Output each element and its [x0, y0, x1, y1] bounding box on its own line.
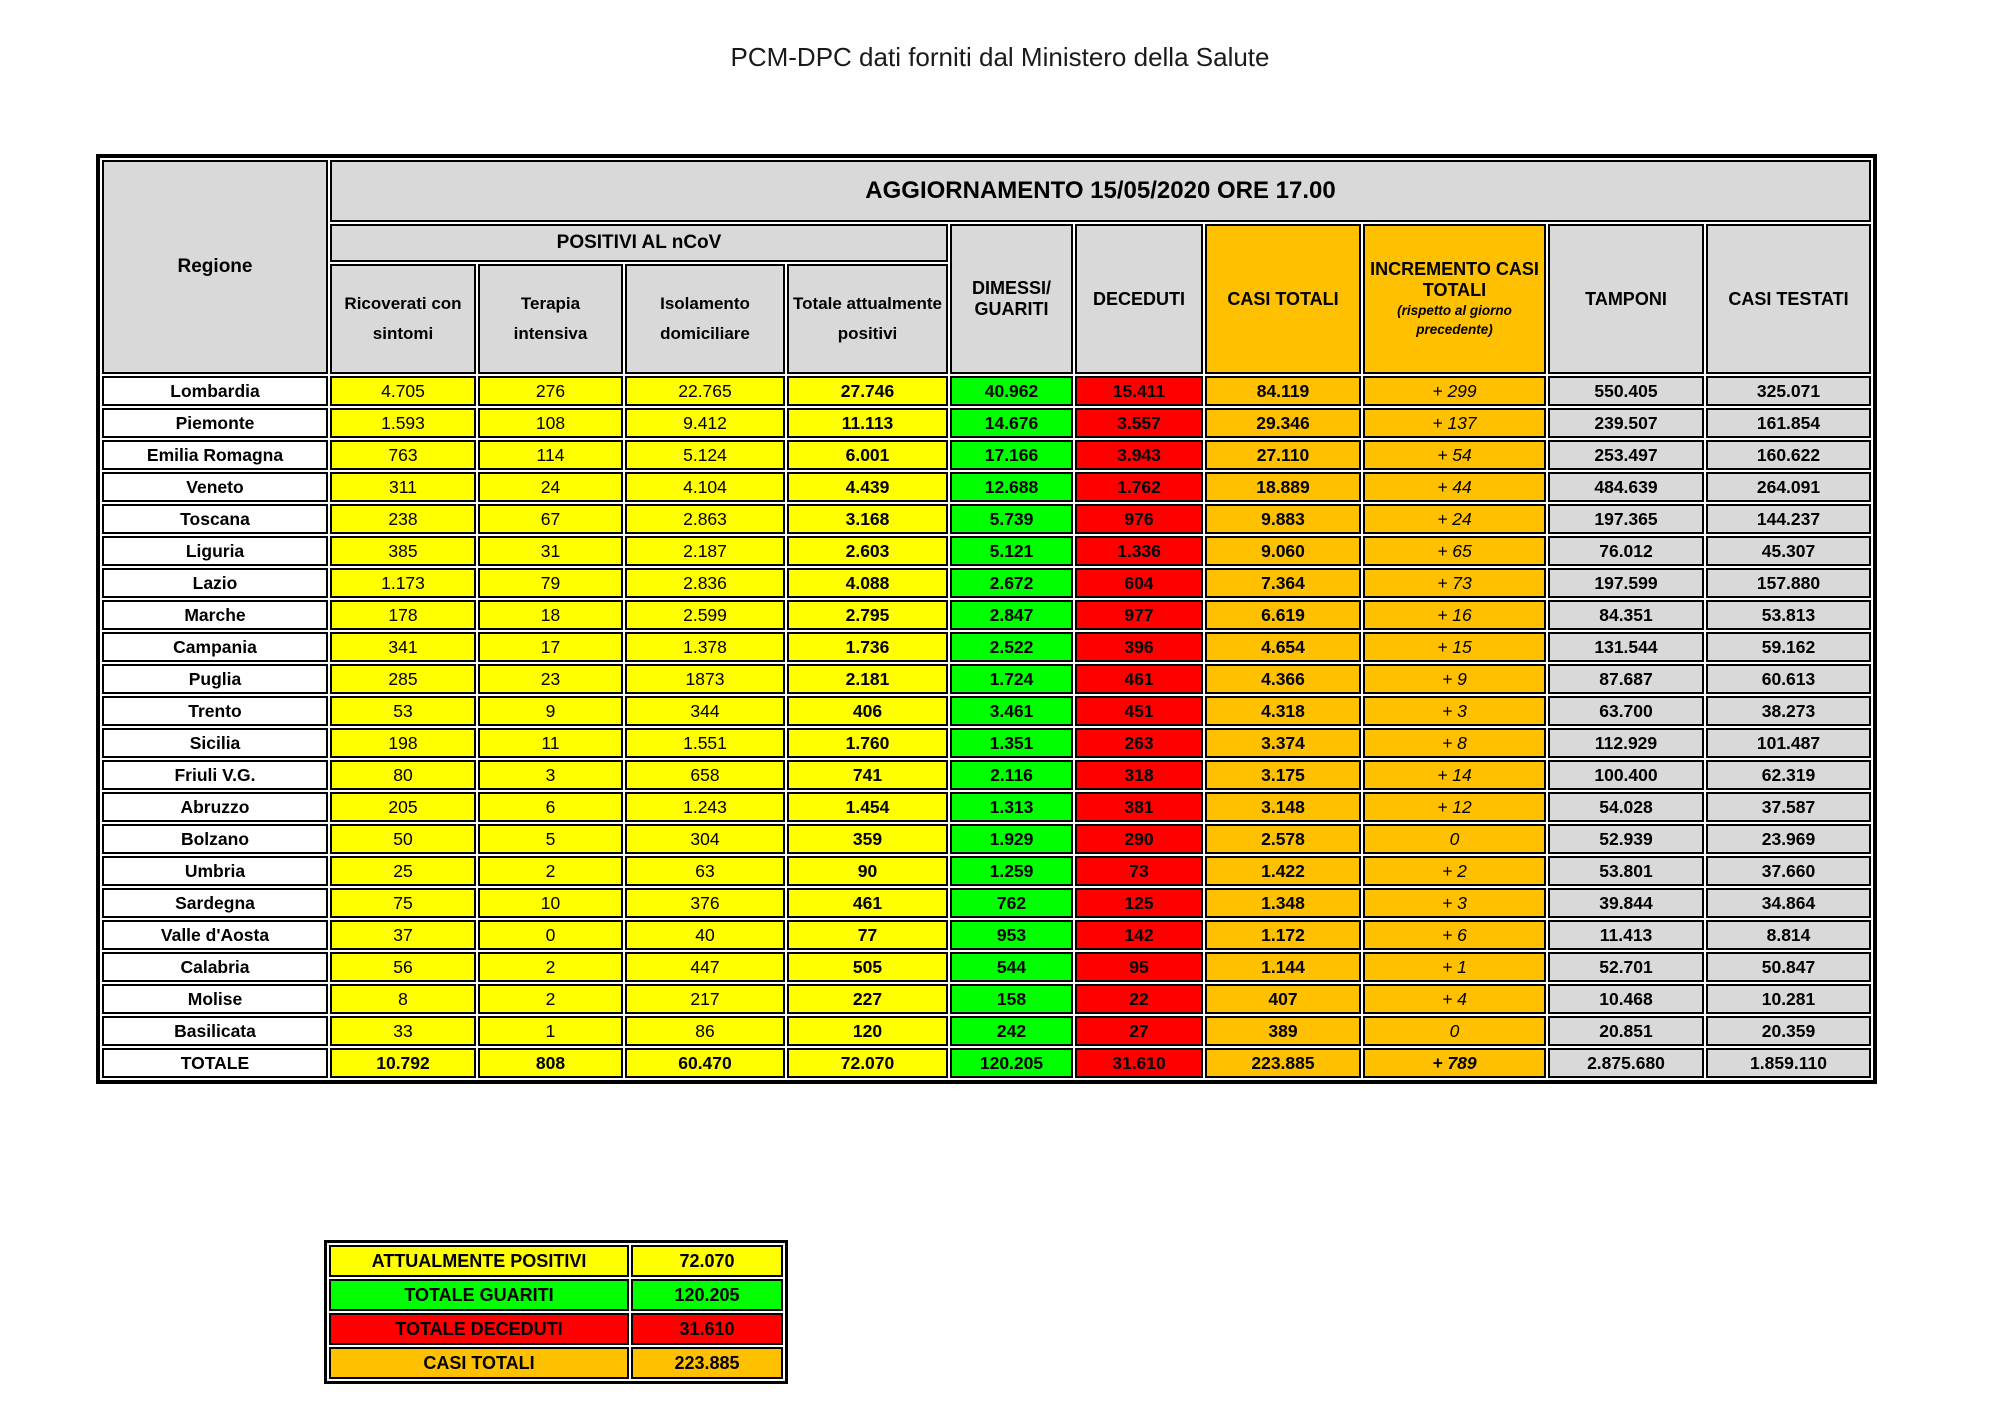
value-cell: 8.814 [1706, 920, 1871, 950]
region-cell: Friuli V.G. [102, 760, 328, 790]
region-cell: Trento [102, 696, 328, 726]
value-cell: 31.610 [1075, 1048, 1203, 1078]
region-cell: Campania [102, 632, 328, 662]
value-cell: 1.243 [625, 792, 785, 822]
value-cell: 12.688 [950, 472, 1073, 502]
table-row [102, 888, 1871, 918]
column-header-isolamento: Isolamento domiciliare [625, 264, 785, 374]
value-cell: 20.851 [1548, 1016, 1704, 1046]
table-body [102, 376, 1871, 1078]
region-cell: Veneto [102, 472, 328, 502]
value-cell: 604 [1075, 568, 1203, 598]
value-cell: 34.864 [1706, 888, 1871, 918]
value-cell: 7.364 [1205, 568, 1361, 598]
value-cell: 4.439 [787, 472, 948, 502]
value-cell: 76.012 [1548, 536, 1704, 566]
value-cell: 1.929 [950, 824, 1073, 854]
value-cell: 1.172 [1205, 920, 1361, 950]
value-cell: 0 [1363, 1016, 1546, 1046]
value-cell: 131.544 [1548, 632, 1704, 662]
value-cell: 264.091 [1706, 472, 1871, 502]
value-cell: 27.110 [1205, 440, 1361, 470]
value-cell: + 65 [1363, 536, 1546, 566]
value-cell: 407 [1205, 984, 1361, 1014]
value-cell: 23 [478, 664, 623, 694]
value-cell: 18.889 [1205, 472, 1361, 502]
value-cell: 344 [625, 696, 785, 726]
value-cell: 9 [478, 696, 623, 726]
value-cell: 60.470 [625, 1048, 785, 1078]
value-cell: 90 [787, 856, 948, 886]
value-cell: + 299 [1363, 376, 1546, 406]
column-header-deceduti: DECEDUTI [1075, 224, 1203, 374]
summary-table [327, 1243, 785, 1381]
value-cell: 33 [330, 1016, 476, 1046]
value-cell: 8 [330, 984, 476, 1014]
value-cell: 2.863 [625, 504, 785, 534]
value-cell: 40 [625, 920, 785, 950]
value-cell: 10.281 [1706, 984, 1871, 1014]
value-cell: 39.844 [1548, 888, 1704, 918]
value-cell: 341 [330, 632, 476, 662]
value-cell: 4.088 [787, 568, 948, 598]
region-cell: Sardegna [102, 888, 328, 918]
value-cell: 2.522 [950, 632, 1073, 662]
value-cell: 9.060 [1205, 536, 1361, 566]
value-cell: 4.318 [1205, 696, 1361, 726]
value-cell: 290 [1075, 824, 1203, 854]
value-cell: 396 [1075, 632, 1203, 662]
value-cell: 3.374 [1205, 728, 1361, 758]
value-cell: 84.351 [1548, 600, 1704, 630]
value-cell: 239.507 [1548, 408, 1704, 438]
table-row [102, 760, 1871, 790]
value-cell: 359 [787, 824, 948, 854]
value-cell: 2.603 [787, 536, 948, 566]
value-cell: 56 [330, 952, 476, 982]
region-cell: Marche [102, 600, 328, 630]
value-cell: + 789 [1363, 1048, 1546, 1078]
positivi-group-header: POSITIVI AL nCoV [330, 224, 948, 262]
value-cell: 2.116 [950, 760, 1073, 790]
table-row [102, 920, 1871, 950]
value-cell: 197.365 [1548, 504, 1704, 534]
value-cell: 86 [625, 1016, 785, 1046]
value-cell: 2.181 [787, 664, 948, 694]
table-row [102, 536, 1871, 566]
value-cell: 325.071 [1706, 376, 1871, 406]
value-cell: 157.880 [1706, 568, 1871, 598]
value-cell: + 15 [1363, 632, 1546, 662]
table-row [102, 664, 1871, 694]
value-cell: 125 [1075, 888, 1203, 918]
table-row [102, 856, 1871, 886]
summary-value: 223.885 [631, 1347, 783, 1379]
value-cell: 3.148 [1205, 792, 1361, 822]
value-cell: 77 [787, 920, 948, 950]
value-cell: 2.599 [625, 600, 785, 630]
value-cell: 2.795 [787, 600, 948, 630]
region-cell: Sicilia [102, 728, 328, 758]
summary-label: TOTALE DECEDUTI [329, 1313, 629, 1345]
value-cell: + 8 [1363, 728, 1546, 758]
value-cell: 1.348 [1205, 888, 1361, 918]
value-cell: 6 [478, 792, 623, 822]
value-cell: 2.578 [1205, 824, 1361, 854]
value-cell: 238 [330, 504, 476, 534]
value-cell: 6.619 [1205, 600, 1361, 630]
value-cell: 311 [330, 472, 476, 502]
value-cell: 27 [1075, 1016, 1203, 1046]
value-cell: 60.613 [1706, 664, 1871, 694]
value-cell: 976 [1075, 504, 1203, 534]
value-cell: 38.273 [1706, 696, 1871, 726]
table-row [102, 472, 1871, 502]
value-cell: 114 [478, 440, 623, 470]
region-cell: Emilia Romagna [102, 440, 328, 470]
value-cell: 45.307 [1706, 536, 1871, 566]
value-cell: + 44 [1363, 472, 1546, 502]
incremento-header-main: INCREMENTO CASI TOTALI [1370, 259, 1539, 301]
value-cell: 37.660 [1706, 856, 1871, 886]
summary-box [324, 1240, 788, 1384]
value-cell: + 2 [1363, 856, 1546, 886]
value-cell: + 4 [1363, 984, 1546, 1014]
value-cell: + 12 [1363, 792, 1546, 822]
value-cell: 1.736 [787, 632, 948, 662]
value-cell: 3.557 [1075, 408, 1203, 438]
value-cell: 741 [787, 760, 948, 790]
region-cell: Toscana [102, 504, 328, 534]
value-cell: 23.969 [1706, 824, 1871, 854]
value-cell: 40.962 [950, 376, 1073, 406]
value-cell: 389 [1205, 1016, 1361, 1046]
value-cell: 1.760 [787, 728, 948, 758]
summary-row [329, 1279, 783, 1311]
value-cell: + 1 [1363, 952, 1546, 982]
value-cell: 205 [330, 792, 476, 822]
value-cell: 79 [478, 568, 623, 598]
value-cell: 3.175 [1205, 760, 1361, 790]
value-cell: 808 [478, 1048, 623, 1078]
value-cell: 1.724 [950, 664, 1073, 694]
table-row [102, 568, 1871, 598]
value-cell: 27.746 [787, 376, 948, 406]
value-cell: 953 [950, 920, 1073, 950]
value-cell: 197.599 [1548, 568, 1704, 598]
table-row [102, 952, 1871, 982]
value-cell: 14.676 [950, 408, 1073, 438]
value-cell: + 6 [1363, 920, 1546, 950]
value-cell: 318 [1075, 760, 1203, 790]
value-cell: 22.765 [625, 376, 785, 406]
value-cell: 52.701 [1548, 952, 1704, 982]
value-cell: 3.168 [787, 504, 948, 534]
value-cell: 550.405 [1548, 376, 1704, 406]
value-cell: 1.593 [330, 408, 476, 438]
region-cell: Bolzano [102, 824, 328, 854]
summary-body [329, 1245, 783, 1379]
table-row [102, 504, 1871, 534]
value-cell: 762 [950, 888, 1073, 918]
value-cell: 108 [478, 408, 623, 438]
value-cell: 1.259 [950, 856, 1073, 886]
value-cell: 31 [478, 536, 623, 566]
column-header-dimessi-guariti: DIMESSI/ GUARITI [950, 224, 1073, 374]
value-cell: 1.144 [1205, 952, 1361, 982]
summary-label: TOTALE GUARITI [329, 1279, 629, 1311]
value-cell: 285 [330, 664, 476, 694]
value-cell: 52.939 [1548, 824, 1704, 854]
value-cell: 3.943 [1075, 440, 1203, 470]
table-row [102, 696, 1871, 726]
region-cell: Puglia [102, 664, 328, 694]
column-header-casi-testati: CASI TESTATI [1706, 224, 1871, 374]
value-cell: 1 [478, 1016, 623, 1046]
table-row [102, 1016, 1871, 1046]
region-cell: Valle d'Aosta [102, 920, 328, 950]
value-cell: 54.028 [1548, 792, 1704, 822]
value-cell: 10.468 [1548, 984, 1704, 1014]
value-cell: 1.454 [787, 792, 948, 822]
value-cell: 658 [625, 760, 785, 790]
value-cell: 227 [787, 984, 948, 1014]
region-cell: Lazio [102, 568, 328, 598]
value-cell: 37 [330, 920, 476, 950]
region-cell: Basilicata [102, 1016, 328, 1046]
value-cell: 18 [478, 600, 623, 630]
value-cell: 223.885 [1205, 1048, 1361, 1078]
value-cell: 20.359 [1706, 1016, 1871, 1046]
table-row [102, 728, 1871, 758]
value-cell: + 3 [1363, 696, 1546, 726]
value-cell: 11 [478, 728, 623, 758]
value-cell: 87.687 [1548, 664, 1704, 694]
column-header-totale-positivi: Totale attualmente positivi [787, 264, 948, 374]
value-cell: 5.121 [950, 536, 1073, 566]
value-cell: 6.001 [787, 440, 948, 470]
value-cell: 198 [330, 728, 476, 758]
value-cell: 101.487 [1706, 728, 1871, 758]
value-cell: 3.461 [950, 696, 1073, 726]
summary-row [329, 1347, 783, 1379]
value-cell: 29.346 [1205, 408, 1361, 438]
value-cell: 381 [1075, 792, 1203, 822]
value-cell: 120.205 [950, 1048, 1073, 1078]
value-cell: 80 [330, 760, 476, 790]
table-row [102, 792, 1871, 822]
region-cell: TOTALE [102, 1048, 328, 1078]
region-cell: Umbria [102, 856, 328, 886]
value-cell: 1.313 [950, 792, 1073, 822]
value-cell: 505 [787, 952, 948, 982]
value-cell: 158 [950, 984, 1073, 1014]
value-cell: 4.705 [330, 376, 476, 406]
value-cell: 112.929 [1548, 728, 1704, 758]
value-cell: 276 [478, 376, 623, 406]
value-cell: 63 [625, 856, 785, 886]
value-cell: 461 [1075, 664, 1203, 694]
column-header-terapia-intensiva: Terapia intensiva [478, 264, 623, 374]
value-cell: 25 [330, 856, 476, 886]
value-cell: 253.497 [1548, 440, 1704, 470]
value-cell: 1.422 [1205, 856, 1361, 886]
value-cell: 4.366 [1205, 664, 1361, 694]
value-cell: 1.351 [950, 728, 1073, 758]
table-row [102, 824, 1871, 854]
summary-row [329, 1313, 783, 1345]
value-cell: 217 [625, 984, 785, 1014]
value-cell: 544 [950, 952, 1073, 982]
value-cell: 4.104 [625, 472, 785, 502]
column-header-ricoverati: Ricoverati con sintomi [330, 264, 476, 374]
column-header-tamponi: TAMPONI [1548, 224, 1704, 374]
value-cell: 22 [1075, 984, 1203, 1014]
value-cell: 53.813 [1706, 600, 1871, 630]
value-cell: 59.162 [1706, 632, 1871, 662]
value-cell: 53 [330, 696, 476, 726]
table-row [102, 376, 1871, 406]
value-cell: 75 [330, 888, 476, 918]
value-cell: 763 [330, 440, 476, 470]
value-cell: + 3 [1363, 888, 1546, 918]
value-cell: 2.836 [625, 568, 785, 598]
value-cell: 50 [330, 824, 476, 854]
value-cell: 144.237 [1706, 504, 1871, 534]
value-cell: 160.622 [1706, 440, 1871, 470]
value-cell: 2.847 [950, 600, 1073, 630]
value-cell: + 24 [1363, 504, 1546, 534]
column-header-casi-totali: CASI TOTALI [1205, 224, 1361, 374]
value-cell: 263 [1075, 728, 1203, 758]
value-cell: 2.875.680 [1548, 1048, 1704, 1078]
table-row [102, 408, 1871, 438]
value-cell: 451 [1075, 696, 1203, 726]
region-cell: Molise [102, 984, 328, 1014]
value-cell: 73 [1075, 856, 1203, 886]
value-cell: 10 [478, 888, 623, 918]
value-cell: 461 [787, 888, 948, 918]
value-cell: 161.854 [1706, 408, 1871, 438]
region-column-header: Regione [102, 160, 328, 374]
value-cell: 3 [478, 760, 623, 790]
value-cell: + 73 [1363, 568, 1546, 598]
value-cell: 178 [330, 600, 476, 630]
table-header [102, 160, 1871, 374]
value-cell: 67 [478, 504, 623, 534]
value-cell: 447 [625, 952, 785, 982]
value-cell: 1.859.110 [1706, 1048, 1871, 1078]
data-table-container [96, 154, 1877, 1084]
value-cell: 2.672 [950, 568, 1073, 598]
region-cell: Piemonte [102, 408, 328, 438]
column-header-incremento [1363, 224, 1546, 374]
value-cell: 24 [478, 472, 623, 502]
value-cell: 15.411 [1075, 376, 1203, 406]
summary-label: ATTUALMENTE POSITIVI [329, 1245, 629, 1277]
region-cell: Liguria [102, 536, 328, 566]
value-cell: 5 [478, 824, 623, 854]
value-cell: 120 [787, 1016, 948, 1046]
table-row [102, 632, 1871, 662]
value-cell: 11.113 [787, 408, 948, 438]
value-cell: 1.378 [625, 632, 785, 662]
value-cell: + 16 [1363, 600, 1546, 630]
totals-row [102, 1048, 1871, 1078]
value-cell: 484.639 [1548, 472, 1704, 502]
value-cell: 0 [478, 920, 623, 950]
value-cell: 1.551 [625, 728, 785, 758]
region-cell: Calabria [102, 952, 328, 982]
value-cell: 10.792 [330, 1048, 476, 1078]
value-cell: 17.166 [950, 440, 1073, 470]
value-cell: + 54 [1363, 440, 1546, 470]
value-cell: 95 [1075, 952, 1203, 982]
value-cell: 37.587 [1706, 792, 1871, 822]
value-cell: 385 [330, 536, 476, 566]
incremento-header-note: (rispetto al giorno precedente) [1397, 303, 1512, 337]
value-cell: 376 [625, 888, 785, 918]
value-cell: 62.319 [1706, 760, 1871, 790]
table-row [102, 440, 1871, 470]
value-cell: 50.847 [1706, 952, 1871, 982]
value-cell: 1.336 [1075, 536, 1203, 566]
region-cell: Abruzzo [102, 792, 328, 822]
covid-data-table [100, 158, 1873, 1080]
table-row [102, 600, 1871, 630]
value-cell: 406 [787, 696, 948, 726]
value-cell: + 9 [1363, 664, 1546, 694]
value-cell: 304 [625, 824, 785, 854]
value-cell: 2 [478, 952, 623, 982]
value-cell: + 14 [1363, 760, 1546, 790]
value-cell: 0 [1363, 824, 1546, 854]
page-title: PCM-DPC dati forniti dal Ministero della Salute [730, 42, 1270, 72]
summary-value: 72.070 [631, 1245, 783, 1277]
value-cell: 100.400 [1548, 760, 1704, 790]
summary-row [329, 1245, 783, 1277]
value-cell: 84.119 [1205, 376, 1361, 406]
summary-value: 31.610 [631, 1313, 783, 1345]
value-cell: 977 [1075, 600, 1203, 630]
value-cell: 9.883 [1205, 504, 1361, 534]
value-cell: 9.412 [625, 408, 785, 438]
value-cell: 142 [1075, 920, 1203, 950]
region-cell: Lombardia [102, 376, 328, 406]
value-cell: 17 [478, 632, 623, 662]
value-cell: 5.739 [950, 504, 1073, 534]
value-cell: 5.124 [625, 440, 785, 470]
value-cell: 2.187 [625, 536, 785, 566]
value-cell: 1873 [625, 664, 785, 694]
value-cell: 4.654 [1205, 632, 1361, 662]
table-row [102, 984, 1871, 1014]
value-cell: 2 [478, 856, 623, 886]
value-cell: 2 [478, 984, 623, 1014]
value-cell: + 137 [1363, 408, 1546, 438]
value-cell: 1.762 [1075, 472, 1203, 502]
value-cell: 63.700 [1548, 696, 1704, 726]
value-cell: 72.070 [787, 1048, 948, 1078]
summary-label: CASI TOTALI [329, 1347, 629, 1379]
update-banner: AGGIORNAMENTO 15/05/2020 ORE 17.00 [330, 160, 1871, 222]
value-cell: 242 [950, 1016, 1073, 1046]
value-cell: 1.173 [330, 568, 476, 598]
value-cell: 11.413 [1548, 920, 1704, 950]
summary-value: 120.205 [631, 1279, 783, 1311]
value-cell: 53.801 [1548, 856, 1704, 886]
